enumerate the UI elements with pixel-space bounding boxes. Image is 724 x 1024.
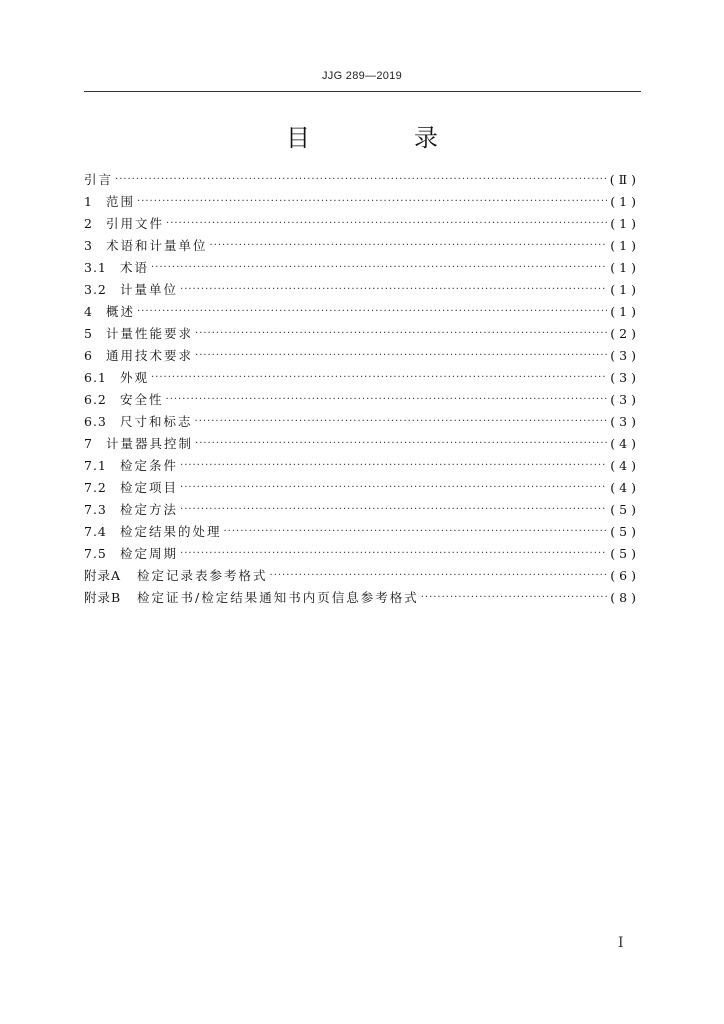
- toc-leader: [180, 279, 607, 301]
- toc-entry-3-2[interactable]: [84, 279, 640, 301]
- toc-leader: [115, 169, 607, 191]
- toc-page: (3): [610, 348, 640, 363]
- toc-page: (3): [610, 392, 640, 407]
- page-title: 目 录: [286, 124, 478, 152]
- toc-page: (1): [610, 282, 640, 297]
- toc-entry-5[interactable]: [84, 323, 640, 345]
- toc-label: 通用技术要求: [106, 348, 194, 363]
- toc-entry-appendix-b[interactable]: [84, 587, 640, 609]
- toc-page: (2): [610, 326, 640, 341]
- toc-label: 检定条件: [120, 458, 179, 473]
- toc-leader: [166, 213, 607, 235]
- table-of-contents: [84, 169, 640, 609]
- toc-number: 3: [84, 238, 93, 253]
- toc-page: (1): [610, 238, 640, 253]
- toc-number: 3.2: [84, 282, 107, 297]
- toc-leader: [195, 433, 607, 455]
- toc-page: (1): [610, 304, 640, 319]
- toc-page: (3): [610, 414, 640, 429]
- toc-label: 术语: [120, 260, 150, 275]
- toc-label: 检定方法: [120, 502, 179, 517]
- toc-leader: [195, 323, 607, 345]
- toc-leader: [270, 565, 608, 587]
- toc-number: 7.1: [84, 458, 107, 473]
- toc-page: (4): [610, 436, 640, 451]
- toc-label: 计量性能要求: [106, 326, 194, 341]
- toc-leader: [180, 499, 607, 521]
- toc-leader: [180, 477, 607, 499]
- toc-label: 检定证书/检定结果通知书内页信息参考格式: [137, 590, 419, 605]
- toc-page: (4): [610, 480, 640, 495]
- toc-entry-1[interactable]: [84, 191, 640, 213]
- toc-label: 概述: [106, 304, 136, 319]
- toc-entry-6-2[interactable]: [84, 389, 640, 411]
- toc-label: 检定记录表参考格式: [137, 568, 268, 583]
- toc-page: (3): [610, 370, 640, 385]
- toc-entry-4[interactable]: [84, 301, 640, 323]
- header-rule: [84, 91, 641, 92]
- toc-number: 附录B: [84, 590, 122, 605]
- toc-number: 7: [84, 436, 93, 451]
- toc-label: 计量单位: [120, 282, 179, 297]
- toc-entry-6-1[interactable]: [84, 367, 640, 389]
- toc-leader: [151, 367, 607, 389]
- toc-entry-7-2[interactable]: [84, 477, 640, 499]
- toc-number: 7.5: [84, 546, 107, 561]
- toc-number: 4: [84, 304, 93, 319]
- toc-number: 5: [84, 326, 93, 341]
- toc-leader: [421, 587, 608, 609]
- toc-entry-2[interactable]: [84, 213, 640, 235]
- toc-label: 检定项目: [120, 480, 179, 495]
- toc-label: 外观: [120, 370, 150, 385]
- toc-entry-7[interactable]: [84, 433, 640, 455]
- toc-page: (6): [610, 568, 640, 583]
- toc-number: 7.2: [84, 480, 107, 495]
- toc-entry-3-1[interactable]: [84, 257, 640, 279]
- toc-entry-7-4[interactable]: [84, 521, 640, 543]
- toc-number: 6.2: [84, 392, 107, 407]
- toc-label: 检定结果的处理: [120, 524, 222, 539]
- running-header: JJG 289—2019: [321, 70, 403, 82]
- toc-leader: [195, 411, 608, 433]
- toc-label: 引用文件: [106, 216, 165, 231]
- toc-page: (5): [610, 546, 640, 561]
- toc-label: 尺寸和标志: [120, 414, 193, 429]
- toc-entry-7-1[interactable]: [84, 455, 640, 477]
- toc-entry-7-5[interactable]: [84, 543, 640, 565]
- toc-label: 检定周期: [120, 546, 179, 561]
- toc-entry-6[interactable]: [84, 345, 640, 367]
- toc-leader: [180, 455, 607, 477]
- toc-page: (4): [610, 458, 640, 473]
- toc-leader: [151, 257, 607, 279]
- toc-leader: [166, 389, 608, 411]
- toc-leader: [137, 301, 607, 323]
- toc-number: 2: [84, 216, 93, 231]
- toc-page: (8): [610, 590, 640, 605]
- toc-number: 6.1: [84, 370, 107, 385]
- toc-number: 1: [84, 194, 93, 209]
- toc-leader: [195, 345, 607, 367]
- toc-number: 附录A: [84, 568, 122, 583]
- toc-number: 6: [84, 348, 93, 363]
- toc-entry-3[interactable]: [84, 235, 640, 257]
- page-number: I: [618, 935, 624, 951]
- toc-page: (1): [610, 260, 640, 275]
- toc-entry-7-3[interactable]: [84, 499, 640, 521]
- toc-leader: [137, 191, 607, 213]
- toc-label: 引言: [84, 172, 114, 187]
- toc-number: 7.3: [84, 502, 107, 517]
- toc-page: (1): [610, 194, 640, 209]
- toc-page: (Ⅱ): [609, 172, 640, 187]
- toc-number: 3.1: [84, 260, 107, 275]
- toc-number: 7.4: [84, 524, 107, 539]
- toc-leader: [224, 521, 608, 543]
- toc-page: (1): [610, 216, 640, 231]
- toc-leader: [180, 543, 607, 565]
- toc-label: 范围: [106, 194, 136, 209]
- toc-entry-6-3[interactable]: [84, 411, 640, 433]
- toc-label: 计量器具控制: [106, 436, 194, 451]
- toc-leader: [210, 235, 608, 257]
- toc-page: (5): [610, 502, 640, 517]
- toc-page: (5): [610, 524, 640, 539]
- toc-label: 术语和计量单位: [106, 238, 208, 253]
- toc-entry-appendix-a[interactable]: [84, 565, 640, 587]
- toc-label: 安全性: [120, 392, 164, 407]
- toc-entry-foreword[interactable]: [84, 169, 640, 191]
- toc-number: 6.3: [84, 414, 107, 429]
